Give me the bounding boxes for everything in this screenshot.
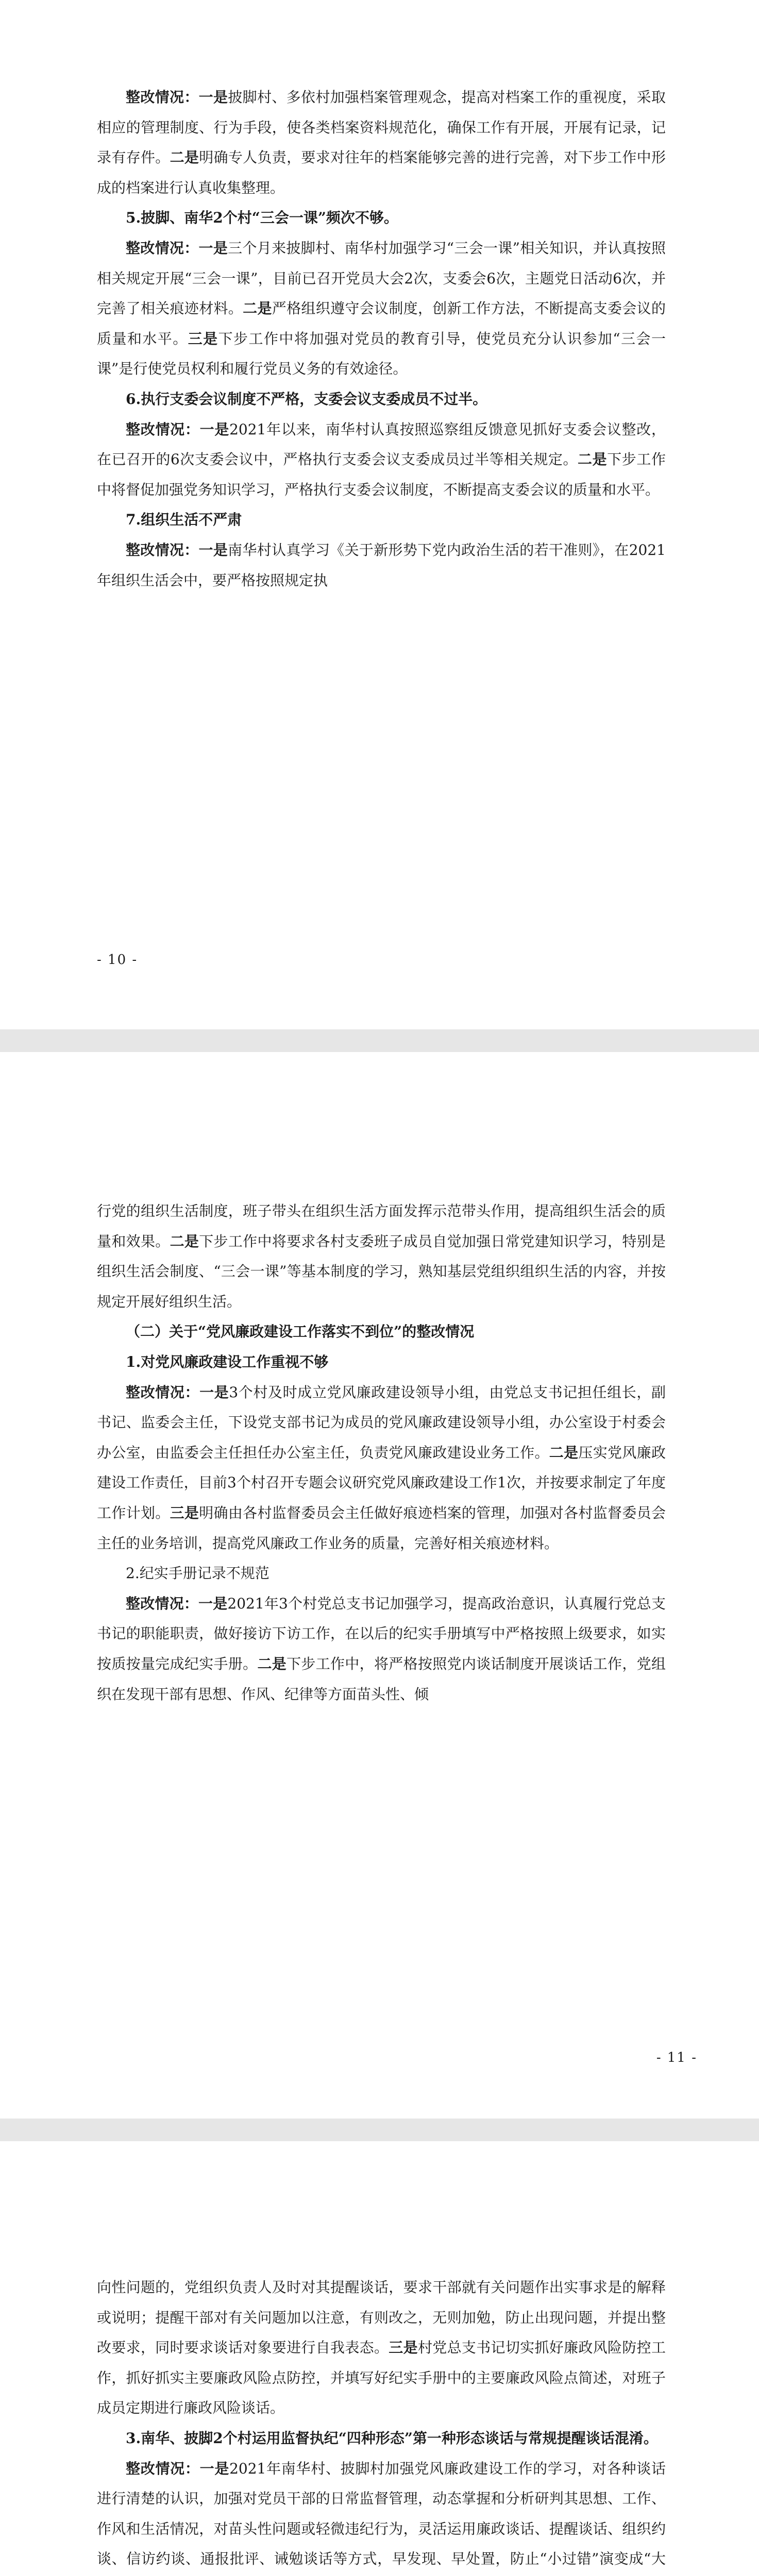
paragraph: 整改情况：一是2021年南华村、披脚村加强党风廉政建设工作的学习，对各种谈话进行清楚的认识，加强对党员干部的日常监督管理，动态掌握和分析研判其思想、工作、作风和生活情况，对苗头性问题或轻微违纪行为，灵活运用廉政谈话、提醒谈话、组织约谈、信访约谈、通报批评、诫勉谈话等方式，早发现、早处置，防止“小过错”演变成“大 [97,2460,666,2568]
item-heading: 6.执行支委会议制度不严格，支委会议支委成员不过半。 [126,390,487,408]
paragraph: 整改情况：一是2021年3个村党总支书记加强学习，提高政治意识，认真履行党总支书记的职能职责，做好接访下访工作，在以后的纪实手册填写中严格按照上级要求，如实按质按量完成纪实手册。二是下步工作中，将严格按照党内谈话制度开展谈话工作，党组织在发现干部有思想、作风、纪律等方面苗头性、倾 [97,1595,666,1703]
page-number: - 11 - [656,2050,697,2065]
item-heading: 1.对党风廉政建设工作重视不够 [126,1353,329,1370]
section-heading: （二）关于“党风廉政建设工作落实不到位”的整改情况 [126,1323,475,1341]
page-body [97,82,666,596]
item-heading: 7.组织生活不严肃 [126,511,242,529]
paragraph: 整改情况：一是披脚村、多依村加强档案管理观念，提高对档案工作的重视度，采取相应的管理制度、行为手段，使各类档案资料规范化，确保工作有开展，开展有记录，记录有存件。二是明确专人负责，要求对往年的档案能够完善的进行完善，对下步工作中形成的档案进行认真收集整理。 [97,89,666,196]
page-body [97,2273,666,2576]
paragraph: 向性问题的，党组织负责人及时对其提醒谈话，要求干部就有关问题作出实事求是的解释或说明；提醒干部对有关问题加以注意，有则改之，无则加勉，防止出现问题，并提出整改要求，同时要求谈话对象要进行自我表态。三是村党总支书记切实抓好廉政风险防控工作，抓好抓实主要廉政风险点防控，并填写好纪实手册中的主要廉政风险点简述，对班子成员定期进行廉政风险谈话。 [97,2279,666,2417]
item-heading: 2.纪实手册记录不规范 [126,1565,269,1582]
paragraph: 整改情况：一是2021年以来，南华村认真按照巡察组反馈意见抓好支委会议整改，在已召开的6次支委会议中，严格执行支委会议支委成员过半等相关规定。二是下步工作中将督促加强党务知识学习，严格执行支委会议制度，不断提高支委会议的质量和水平。 [97,420,666,498]
document-page-12 [0,2141,759,2576]
paragraph: 整改情况：一是南华村认真学习《关于新形势下党内政治生活的若干准则》，在2021年组织生活会中，要严格按照规定执 [97,541,666,589]
page-number: - 10 - [97,952,138,968]
paragraph: 整改情况：一是3个村及时成立党风廉政建设领导小组，由党总支书记担任组长，副书记、监委会主任，下设党支部书记为成员的党风廉政建设领导小组，办公室设于村委会办公室，由监委会主任担任办公室主任，负责党风廉政建设业务工作。二是压实党风廉政建设工作责任，目前3个村召开专题会议研究党风廉政建设工作1次，并按要求制定了年度工作计划。三是明确由各村监督委员会主任做好痕迹档案的管理，加强对各村监督委员会主任的业务培训，提高党风廉政工作业务的质量，完善好相关痕迹材料。 [97,1383,666,1552]
document-page-10 [0,0,759,1029]
page-body [97,1196,666,1709]
document-page-11 [0,1052,759,2119]
paragraph: 行党的组织生活制度，班子带头在组织生活方面发挥示范带头作用，提高组织生活会的质量和效果。二是下步工作中将要求各村支委班子成员自觉加强日常党建知识学习，特别是组织生活会制度、“三会一课”等基本制度的学习，熟知基层党组织组织生活的内容，并按规定开展好组织生活。 [97,1202,666,1310]
item-heading: 3.南华、披脚2个村运用监督执纪“四种形态”第一种形态谈话与常规提醒谈话混淆。 [126,2429,658,2447]
paragraph: 整改情况：一是三个月来披脚村、南华村加强学习“三会一课”相关知识，并认真按照相关规定开展“三会一课”，目前已召开党员大会2次，支委会6次，主题党日活动6次，并完善了相关痕迹材料。二是严格组织遵守会议制度，创新工作方法，不断提高支委会议的质量和水平。三是下步工作中将加强对党员的教育引导，使党员充分认识参加“三会一课”是行使党员权利和履行党员义务的有效途径。 [97,239,666,378]
item-heading: 5.披脚、南华2个村“三会一课”频次不够。 [126,209,398,227]
